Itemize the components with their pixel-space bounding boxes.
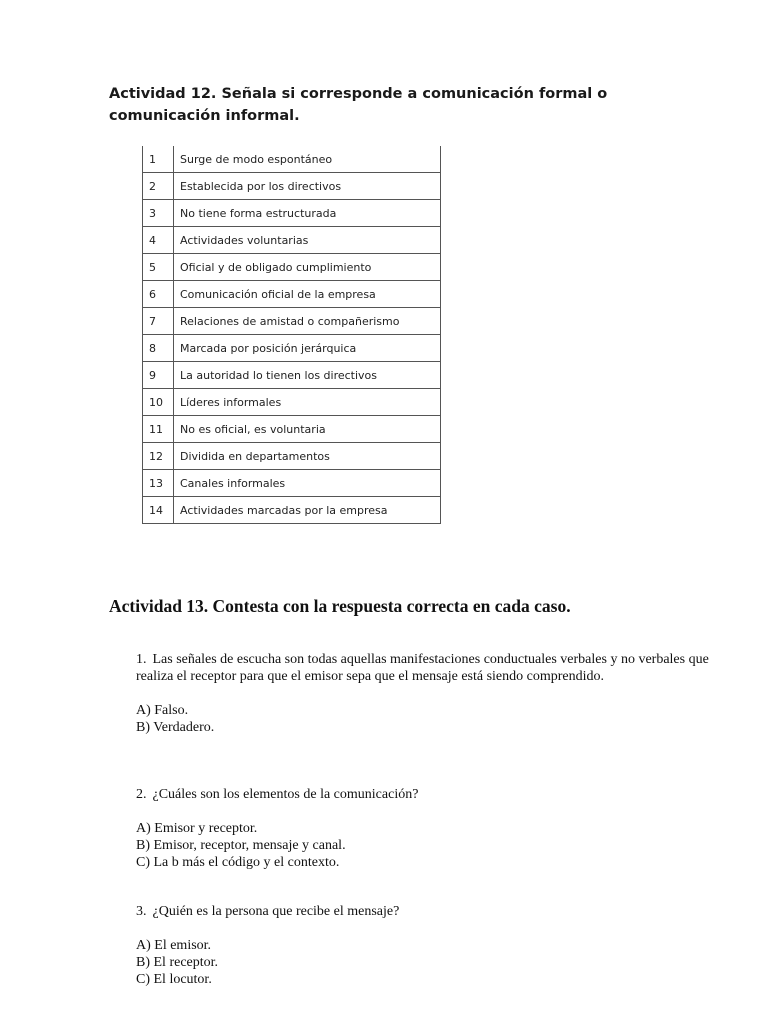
activity-12-table (142, 146, 441, 524)
table-row (143, 308, 441, 335)
table-row (143, 389, 441, 416)
answer-option: A) El emisor. (136, 938, 212, 953)
table-row (143, 443, 441, 470)
row-text: Actividades voluntarias (174, 227, 441, 254)
table-row (143, 200, 441, 227)
table-row (143, 146, 441, 173)
question-1 (136, 651, 716, 736)
question-statement: ¿Cuáles son los elementos de la comunicación? (152, 787, 419, 802)
question-number: 1. (136, 652, 147, 667)
answer-option: C) La b más el código y el contexto. (136, 855, 340, 870)
table-row (143, 173, 441, 200)
row-text: No tiene forma estructurada (174, 200, 441, 227)
row-text: Marcada por posición jerárquica (174, 335, 441, 362)
row-text: Oficial y de obligado cumplimiento (174, 254, 441, 281)
answer-option: B) El receptor. (136, 955, 219, 970)
question-text (136, 651, 716, 685)
answer-option: A) Emisor y receptor. (136, 821, 258, 836)
question-text (136, 786, 716, 803)
table-row (143, 470, 441, 497)
question-number: 3. (136, 904, 147, 919)
table-row (143, 227, 441, 254)
row-text: Surge de modo espontáneo (174, 146, 441, 173)
row-text: Líderes informales (174, 389, 441, 416)
table-row (143, 254, 441, 281)
answer-option: B) Verdadero. (136, 720, 215, 735)
row-number: 14 (143, 497, 174, 524)
table-row (143, 335, 441, 362)
question-3 (136, 903, 716, 988)
row-number: 10 (143, 389, 174, 416)
table-row (143, 416, 441, 443)
table-row (143, 497, 441, 524)
table-row (143, 362, 441, 389)
row-text: Actividades marcadas por la empresa (174, 497, 441, 524)
row-text: No es oficial, es voluntaria (174, 416, 441, 443)
row-number: 11 (143, 416, 174, 443)
row-number: 1 (143, 146, 174, 173)
row-number: 9 (143, 362, 174, 389)
row-number: 8 (143, 335, 174, 362)
row-text: Comunicación oficial de la empresa (174, 281, 441, 308)
row-text: La autoridad lo tienen los directivos (174, 362, 441, 389)
row-number: 3 (143, 200, 174, 227)
question-number: 2. (136, 787, 147, 802)
row-number: 2 (143, 173, 174, 200)
row-number: 6 (143, 281, 174, 308)
row-text: Canales informales (174, 470, 441, 497)
activity-13-title: Actividad 13. Contesta con la respuesta correcta en cada caso. (109, 596, 571, 616)
row-text: Dividida en departamentos (174, 443, 441, 470)
question-statement: Las señales de escucha son todas aquellas manifestaciones conductuales verbales y no verbales que realiza el receptor para que el emisor sepa que el mensaje está siendo comprendido. (136, 652, 709, 684)
answer-option: A) Falso. (136, 703, 189, 718)
row-text: Relaciones de amistad o compañerismo (174, 308, 441, 335)
row-number: 13 (143, 470, 174, 497)
table-row (143, 281, 441, 308)
row-text: Establecida por los directivos (174, 173, 441, 200)
row-number: 7 (143, 308, 174, 335)
row-number: 4 (143, 227, 174, 254)
answer-option: C) El locutor. (136, 972, 212, 987)
question-2 (136, 786, 716, 871)
answer-option: B) Emisor, receptor, mensaje y canal. (136, 838, 346, 853)
row-number: 12 (143, 443, 174, 470)
question-text (136, 903, 716, 920)
question-statement: ¿Quién es la persona que recibe el mensaje? (152, 904, 400, 919)
activity-12-title: Actividad 12. Señala si corresponde a comunicación formal o comunicación informal. (109, 86, 608, 124)
row-number: 5 (143, 254, 174, 281)
